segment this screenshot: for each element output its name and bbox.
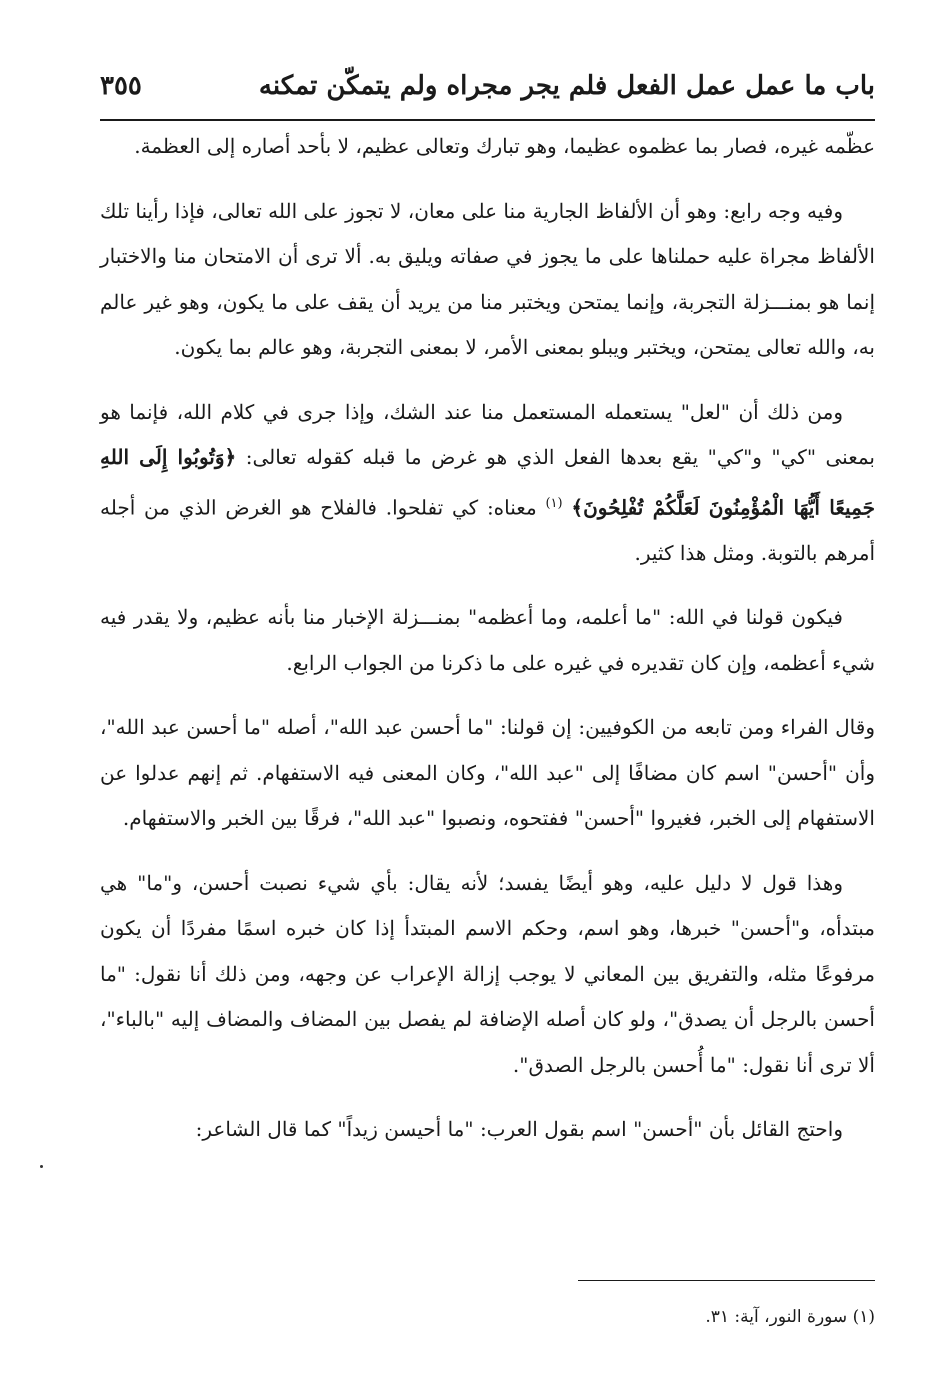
- paragraph: وقال الفراء ومن تابعه من الكوفيين: إن قولنا: "ما أحسن عبد الله"، أصله "ما أحسن عبد الله"، وأن "أحسن" اسم كان مضافًا إلى "عبد الله"، وكان المعنى فيه الاستفهام. ثم إنهم عدلوا عن الاستفهام إلى الخبر، فغيروا "أحسن" ففتحوه، ونصبوا "عبد الله"، فرقًا بين الخبر والاستفهام.: [100, 715, 875, 831]
- quran-verse: ﴿وَتُوبُوا إِلَى اللهِ جَمِيعًا أَيُّهَا الْمُؤْمِنُونَ لَعَلَّكُمْ تُفْلِحُونَ﴾: [100, 445, 875, 520]
- paragraph: واحتج القائل بأن "أحسن" اسم بقول العرب: "ما أحيسن زيداً" كما قال الشاعر:: [195, 1117, 843, 1142]
- paragraph: عظّمه غيره، فصار بما عظموه عظيما، وهو تبارك وتعالى عظيم، لا بأحد أصاره إلى العظمة.: [134, 134, 875, 158]
- scan-speck: [40, 1165, 43, 1168]
- footnote-divider: [578, 1280, 875, 1281]
- paragraph: فيكون قولنا في الله: "ما أعلمه، وما أعظمه" بمنـــزلة الإخبار منا بأنه عظيم، ولا يقدر فيه شيء أعظمه، وإن كان تقديره في غيره على ما ذكرنا من الجواب الرابع.: [100, 605, 875, 675]
- chapter-title: باب ما عمل عمل الفعل فلم يجر مجراه ولم يتمكّن تمكنه: [258, 71, 875, 101]
- page-number: ٣٥٥: [100, 71, 142, 101]
- footnote-reference: (١): [545, 495, 563, 511]
- paragraph: وهذا قول لا دليل عليه، وهو أيضًا يفسد؛ لأنه يقال: بأي شيء نصبت أحسن، و"ما" هي مبتدأه، و"أحسن" خبرها، وهو اسم، وحكم الاسم المبتدأ إذا كان خبره اسمًا مفردًا أن يكون مرفوعًا مثله، والتفريق بين المعاني لا يوجب إزالة الإعراب عن وجهه، ومن ذلك أنا نقول: "ما أحسن بالرجل أن يصدق"، ولو كان أصله الإضافة لم يفصل بين المضاف والمضاف إليه "بالباء"، ألا ترى أنا نقول: "ما أُحسن بالرجل الصدق".: [100, 870, 875, 1077]
- paragraph-text: معناه: كي تفلحوا. فالفلاح هو الغرض الذي من أجله أمرهم بالتوبة. ومثل هذا كثير.: [100, 495, 875, 565]
- paragraph: وفيه وجه رابع: وهو أن الألفاظ الجارية منا على معان، لا تجوز على الله تعالى، فإذا رأينا تلك الألفاظ مجراة عليه حملناها على ما يجوز في صفاته ويليق به. ألا ترى أن الامتحان منا والاختبار إنما هو بمنـــزلة التجربة، وإنما يمتحن ويختبر منا من يريد أن يقف على ما يكون، وهو غير عالم به، والله تعالى يمتحن، ويختبر ويبلو بمعنى الأمر، لا بمعنى التجربة، وهو عالم بما يكون.: [100, 198, 875, 359]
- footnote: (١) سورة النور، آية: ٣١.: [705, 1307, 875, 1327]
- page-header: [100, 62, 875, 110]
- paragraph-text: ومن ذلك أن "لعل" يستعمله المستعمل منا عند الشك، وإذا جرى في كلام الله، فإنما هو بمعنى "كي" و"كي" يقع بعدها الفعل الذي هو غرض ما قبله كقوله تعالى:: [100, 399, 875, 469]
- main-text: [100, 124, 875, 1172]
- paragraph-with-quran-verse: [100, 390, 875, 577]
- header-divider: [100, 119, 875, 121]
